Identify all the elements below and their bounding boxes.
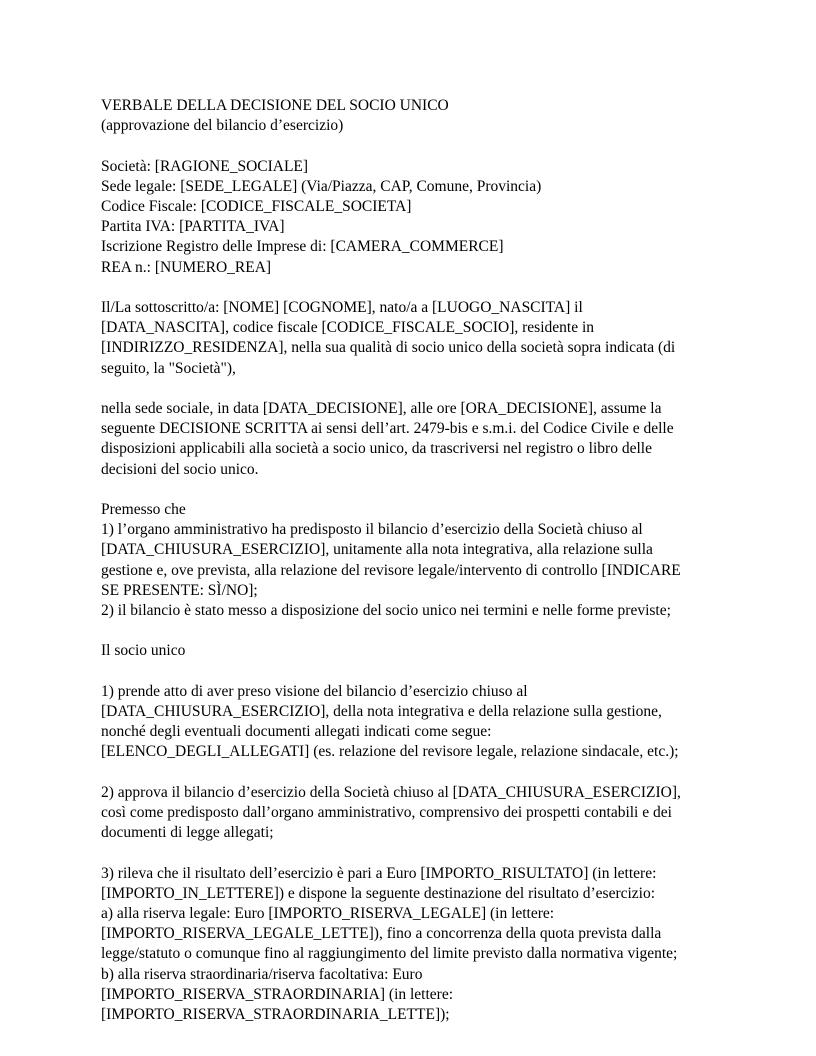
paragraph-line: 1) l’organo amministrativo ha predisposto il bilancio d’esercizio della Società chiuso al xyxy=(101,521,643,539)
paragraph-line: seguito, la "Società"), xyxy=(101,359,236,377)
paragraph-line: b) alla riserva straordinaria/riserva facoltativa: Euro xyxy=(101,965,423,983)
company-tax-code: Codice Fiscale: [CODICE_FISCALE_SOCIETA] xyxy=(101,198,412,215)
paragraph-line: a) alla riserva legale: Euro [IMPORTO_RISERVA_LEGALE] (in lettere: xyxy=(101,905,555,922)
spacer xyxy=(101,379,721,399)
spacer xyxy=(101,480,721,500)
company-registered-office: Sede legale: [SEDE_LEGALE] (Via/Piazza, CAP, Comune, Provincia) xyxy=(101,177,542,195)
paragraph-line: così come predisposto dall’organo amministrativo, comprensivo dei prospetti contabili e dei xyxy=(101,804,672,821)
paragraph-line: nonché degli eventuali documenti allegati indicati come segue: xyxy=(101,723,492,741)
paragraph-line: 3) rileva che il risultato dell’esercizio è pari a Euro [IMPORTO_RISULTATO] (in lettere: xyxy=(101,864,657,882)
paragraph-line: gestione e, ove prevista, alla relazione del revisore legale/intervento di controllo [INDICARE xyxy=(101,561,681,579)
session-paragraph xyxy=(101,399,721,480)
premises-heading: Premesso che xyxy=(101,501,186,518)
company-register: Iscrizione Registro delle Imprese di: [CAMERA_COMMERCE] xyxy=(101,238,504,256)
paragraph-line: [ELENCO_DEGLI_ALLEGATI] (es. relazione del revisore legale, relazione sindacale, etc.); xyxy=(101,743,679,761)
company-name: Società: [RAGIONE_SOCIALE] xyxy=(101,157,309,175)
paragraph-line: seguente DECISIONE SCRITTA ai sensi dell’art. 2479-bis e s.m.i. del Codice Civile e delle xyxy=(101,420,674,438)
decision-point-2 xyxy=(101,783,721,844)
paragraph-line: disposizioni applicabili alla società a socio unico, da trascriversi nel registro o libro delle xyxy=(101,440,652,458)
paragraph-line: [DATA_CHIUSURA_ESERCIZIO], unitamente alla nota integrativa, alla relazione sulla xyxy=(101,541,653,559)
paragraph-line: decisioni del socio unico. xyxy=(101,460,259,478)
company-rea: REA n.: [NUMERO_REA] xyxy=(101,258,272,276)
paragraph-line: legge/statuto o comunque fino al raggiungimento del limite previsto dalla normativa vigente; xyxy=(101,945,678,963)
paragraph-line: [IMPORTO_RISERVA_LEGALE_LETTE]), fino a concorrenza della quota prevista dalla xyxy=(101,925,662,943)
spacer xyxy=(101,662,721,682)
paragraph-line: [IMPORTO_RISERVA_STRAORDINARIA_LETTE]); xyxy=(101,1006,450,1024)
paragraph-line: [INDIRIZZO_RESIDENZA], nella sua qualità di socio unico della società sopra indicata (di xyxy=(101,339,676,357)
document-body xyxy=(101,96,721,1025)
paragraph-line: 1) prende atto di aver preso visione del bilancio d’esercizio chiuso al xyxy=(101,682,528,700)
spacer xyxy=(101,136,721,156)
decision-point-3 xyxy=(101,864,721,1026)
paragraph-line: SE PRESENTE: SÌ/NO]; xyxy=(101,581,258,599)
spacer xyxy=(101,621,721,641)
intro-paragraph xyxy=(101,298,721,379)
paragraph-line: [DATA_CHIUSURA_ESERCIZIO], della nota integrativa e della relazione sulla gestione, xyxy=(101,703,662,720)
paragraph-line: Il/La sottoscritto/a: [NOME] [COGNOME], nato/a a [LUOGO_NASCITA] il xyxy=(101,299,583,316)
company-info xyxy=(101,157,721,278)
spacer xyxy=(101,278,721,298)
spacer xyxy=(101,763,721,783)
paragraph-line: [IMPORTO_RISERVA_STRAORDINARIA] (in lettere: xyxy=(101,985,454,1003)
paragraph-line: 2) il bilancio è stato messo a disposizione del socio unico nei termini e nelle forme previste; xyxy=(101,602,671,620)
spacer xyxy=(101,843,721,863)
paragraph-line: [DATA_NASCITA], codice fiscale [CODICE_FISCALE_SOCIO], residente in xyxy=(101,319,595,337)
document-subtitle: (approvazione del bilancio d’esercizio) xyxy=(101,117,344,135)
paragraph-line: documenti di legge allegati; xyxy=(101,824,274,842)
premises-section xyxy=(101,500,721,621)
paragraph-line: nella sede sociale, in data [DATA_DECISIONE], alle ore [ORA_DECISIONE], assume la xyxy=(101,400,662,417)
decision-point-1 xyxy=(101,682,721,763)
document-title: VERBALE DELLA DECISIONE DEL SOCIO UNICO xyxy=(101,97,449,114)
decision-heading: Il socio unico xyxy=(101,642,186,660)
company-vat: Partita IVA: [PARTITA_IVA] xyxy=(101,218,285,236)
paragraph-line: [IMPORTO_IN_LETTERE]) e dispone la seguente destinazione del risultato d’esercizio: xyxy=(101,884,656,902)
paragraph-line: 2) approva il bilancio d’esercizio della Società chiuso al [DATA_CHIUSURA_ESERCIZIO], xyxy=(101,783,681,801)
